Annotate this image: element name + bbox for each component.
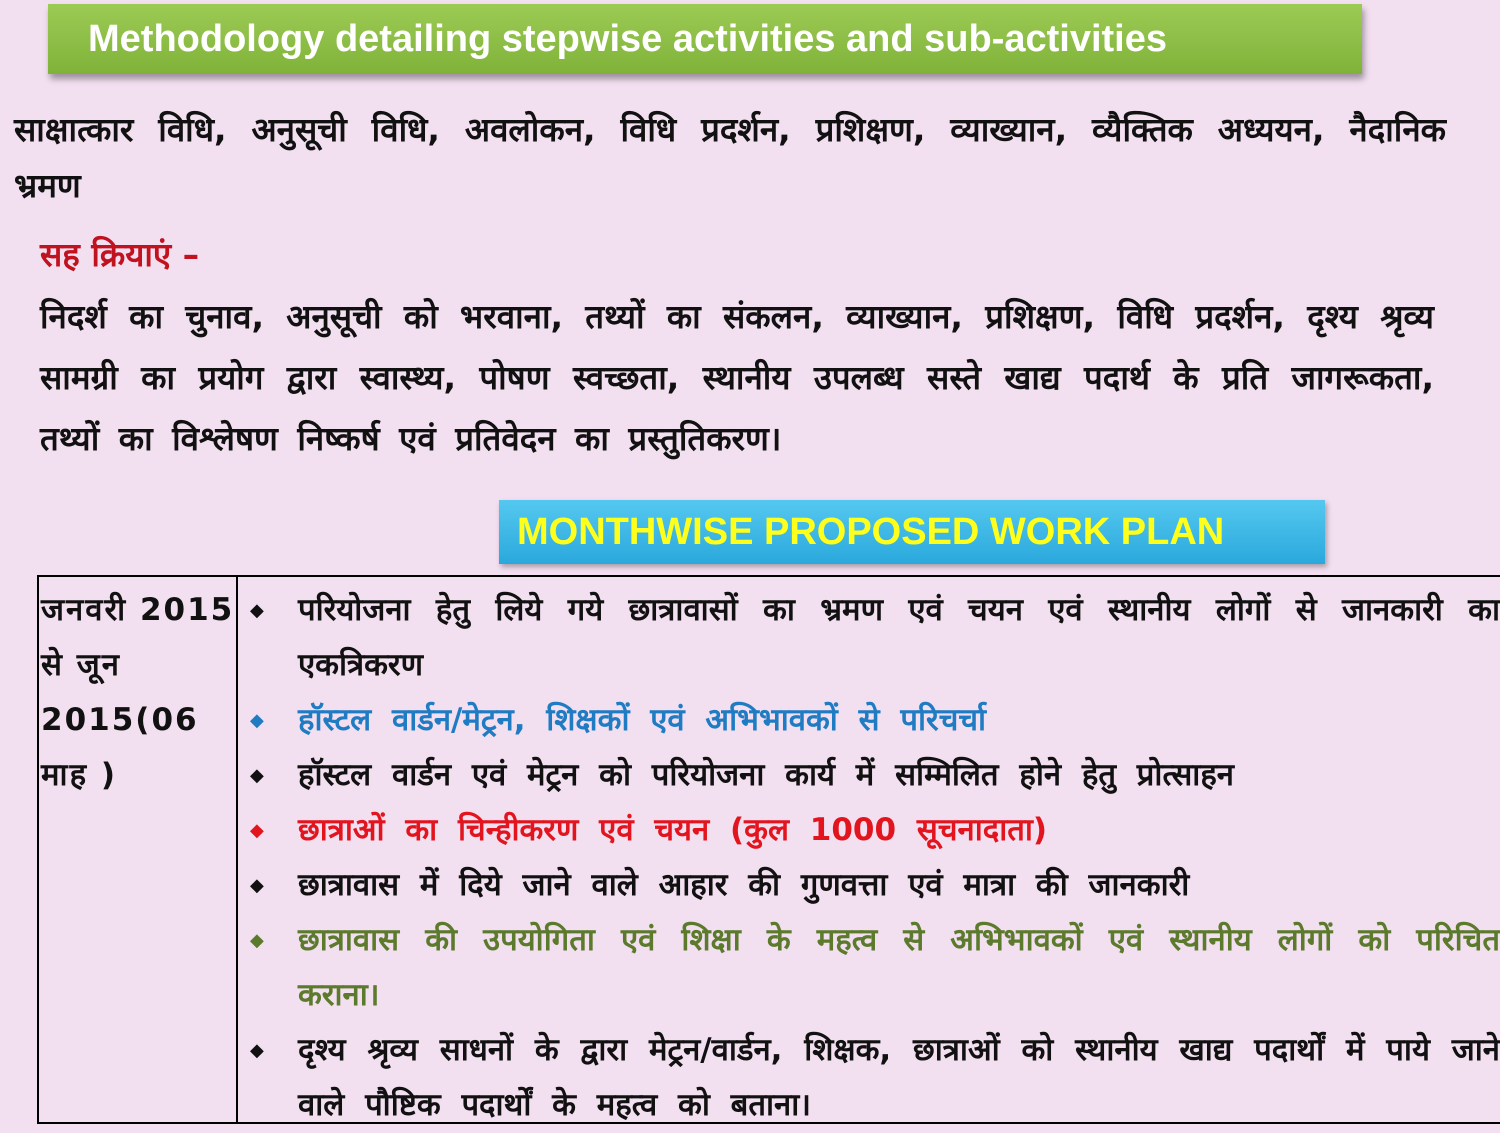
activity-item — [240, 858, 1500, 913]
activity-item — [240, 803, 1500, 858]
activity-text: छात्रावास की उपयोगिता एवं शिक्षा के महत्व से अभिभावकों एवं स्थानीय लोगों को परिचित कराना। — [298, 922, 1500, 1013]
slide-title-banner — [48, 4, 1362, 74]
activity-text: छात्राओं का चिन्हीकरण एवं चयन (कुल 1000 सूचनादाता) — [298, 812, 1048, 848]
work-plan-banner — [499, 500, 1325, 564]
activity-text: दृश्य श्रृव्य साधनों के द्वारा मेट्रन/वार्डन, शिक्षक, छात्राओं को स्थानीय खाद्य पदार्थों में पाये जाने वाले पौष्टिक पदार्थों के महत्व को बताना। — [298, 1032, 1500, 1123]
work-plan-table — [37, 575, 1500, 1124]
methods-paragraph: साक्षात्कार विधि, अनुसूची विधि, अवलोकन, विधि प्रदर्शन, प्रशिक्षण, व्याख्यान, व्यैक्तिक अध्ययन, नैदानिक भ्रमण — [14, 110, 1446, 205]
activity-list — [240, 577, 1500, 1128]
diamond-bullet-icon: ◆ — [250, 710, 264, 731]
slide-title: Methodology detailing stepwise activities and sub-activities — [88, 18, 1168, 60]
co-activities-heading: सह क्रियाएं – — [40, 235, 200, 274]
co-activities-paragraph: निदर्श का चुनाव, अनुसूची को भरवाना, तथ्यों का संकलन, व्याख्यान, प्रशिक्षण, विधि प्रदर्शन, दृश्य श्रृव्य सामग्री का प्रयोग द्वारा स्वास्थ्य, पोषण स्वच्छता, स्थानीय उपलब्ध सस्ते खाद्य पदार्थ के प्रति जागरूकता, तथ्यों का विश्लेषण निष्कर्ष एवं प्रतिवेदन का प्रस्तुतिकरण। — [40, 297, 1434, 458]
activity-item — [240, 583, 1500, 693]
period-cell: जनवरी 2015 से जून 2015(06 माह ) — [39, 577, 238, 1122]
activity-text: हॉस्टल वार्डन/मेट्रन, शिक्षकों एवं अभिभावकों से परिचर्चा — [298, 702, 987, 738]
diamond-bullet-icon: ◆ — [250, 930, 264, 951]
work-plan-banner-label: MONTHWISE PROPOSED WORK PLAN — [517, 511, 1225, 553]
activity-item — [240, 693, 1500, 748]
diamond-bullet-icon: ◆ — [250, 875, 264, 896]
diamond-bullet-icon: ◆ — [250, 765, 264, 786]
activity-item — [240, 748, 1500, 803]
diamond-bullet-icon: ◆ — [250, 820, 264, 841]
activity-text: हॉस्टल वार्डन एवं मेट्रन को परियोजना कार्य में सम्मिलित होने हेतु प्रोत्साहन — [298, 757, 1234, 793]
activity-item — [240, 913, 1500, 1023]
activity-text: परियोजना हेतु लिये गये छात्रावासों का भ्रमण एवं चयन एवं स्थानीय लोगों से जानकारी का एकत्रिकरण — [298, 592, 1500, 683]
activity-item — [240, 1023, 1500, 1133]
diamond-bullet-icon: ◆ — [250, 1040, 264, 1061]
activity-text: छात्रावास में दिये जाने वाले आहार की गुणवत्ता एवं मात्रा की जानकारी — [298, 867, 1190, 903]
diamond-bullet-icon: ◆ — [250, 600, 264, 621]
